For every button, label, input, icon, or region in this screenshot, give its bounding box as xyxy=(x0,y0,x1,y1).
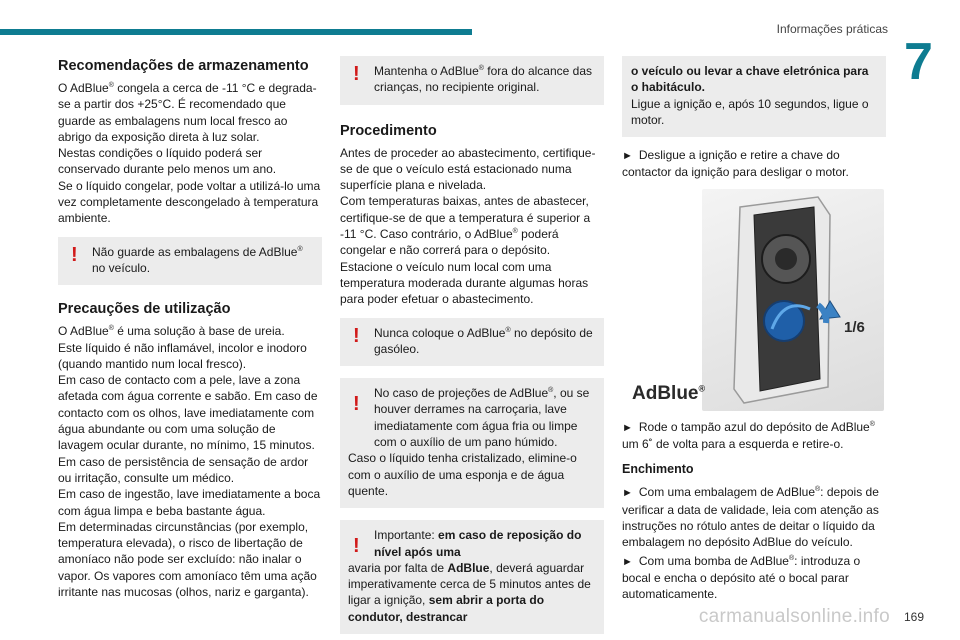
warning-box-children: ! Mantenha o AdBlue® fora do alcance das crianças, no recipiente original. xyxy=(340,56,604,105)
step-pump-fill: ► Com uma bomba de AdBlue®: introduza o bocal e encha o depósito até o bocal parar automaticamente. xyxy=(622,553,861,602)
section-title: Informações práticas xyxy=(776,22,888,36)
precautions-paragraph-1: O AdBlue® é uma solução à base de ureia. xyxy=(58,324,285,339)
arrow-icon: ► xyxy=(622,421,633,434)
column-right xyxy=(622,56,886,610)
storage-paragraph-1: O AdBlue® congela a cerca de -11 °C e degrada-se a partir dos +25°C. É recomendado que guarde as embalagens num local fresco ao abrigo da exposição direta à luz solar. xyxy=(58,81,317,144)
precautions-paragraph-5: Em determinadas circunstâncias (por exemplo, temperatura elevada), o risco de libertação de amoníaco não pode ser excluído: não inalar o vapor. Os vapores com amoníaco têm uma ação irritante nas mucosas (olhos, nariz e garganta). xyxy=(58,519,317,600)
step-container-fill: ► Com uma embalagem de AdBlue®: depois de verificar a data de validade, leia com atenção as instruções no rótulo antes de deitar o líquido da embalagem no depósito AdBlue do veículo. xyxy=(622,485,879,550)
procedure-paragraph-2: Com temperaturas baixas, antes de abastecer, certifique-se de que a temperatura é superior a -11 °C. Caso contrário, o AdBlue® poderá congelar e não correrá para o depósito. Estacione o veículo num local com uma temperatura moderada durante algumas horas para poder efetuar o abastecimento. xyxy=(340,194,591,307)
step-rotate-cap: ► Rode o tampão azul do depósito de AdBlue® um 6˚ de volta para a esquerda e retire-o. xyxy=(622,419,875,452)
adblue-filler-figure xyxy=(622,189,884,411)
adblue-cap-illustration xyxy=(622,189,884,411)
procedure-heading: Procedimento xyxy=(340,122,437,139)
column-left xyxy=(58,56,322,600)
page-number: 169 xyxy=(903,610,924,624)
warning-box-important: ! Importante: em caso de reposição do nível após uma avaria por falta de AdBlue, deverá aguardar imperativamente cerca de 5 minutos antes de ligar a ignição, sem abrir a porta do condutor, destrancar xyxy=(340,520,604,634)
step-switch-off-ignition: ► Desligue a ignição e retire a chave do contactor da ignição para desligar o motor. xyxy=(622,148,849,180)
storage-heading: Recomendações de armazenamento xyxy=(58,58,309,74)
warning-icon: ! xyxy=(353,393,360,416)
header-accent-bar xyxy=(0,29,472,35)
precautions-heading: Precauções de utilização xyxy=(58,301,231,318)
precautions-paragraph-3: Em caso de contacto com a pele, lave a zona afetada com água corrente e sabão. Em caso de contacto com os olhos, lave imediatamente com água abundante ou com uma solução de lavagem ocular durante, no mínimo, 15 minutos. Em caso de persistência de sensação de ardor ou irritação, consulte um médico. xyxy=(58,373,318,485)
figure-adblue-label: AdBlue® xyxy=(632,382,706,404)
warning-icon: ! xyxy=(353,63,360,85)
warning-box-storage: ! Não guarde as embalagens de AdBlue® no veículo. xyxy=(58,237,322,286)
warning-box-spills: ! No caso de projeções de AdBlue®, ou se houver derrames na carroçaria, lave imediatamente com água fria ou limpe com o auxílio de um pano húmido. Caso o líquido tenha cristalizado, elimine-o com o auxílio de uma esponja e de água quente. xyxy=(340,378,604,508)
procedure-paragraph-1: Antes de proceder ao abastecimento, certifique-se de que o veículo está estacionado numa superfície plana e nivelada. xyxy=(340,145,596,193)
watermark: carmanualsonline.info xyxy=(698,606,890,627)
precautions-paragraph-4: Em caso de ingestão, lave imediatamente a boca com água limpa e beba bastante água. xyxy=(58,487,321,518)
warning-box-diesel: ! Nunca coloque o AdBlue® no depósito de gasóleo. xyxy=(340,318,604,367)
storage-paragraph-3: Se o líquido congelar, pode voltar a utilizá-lo uma vez completamente descongelado à temperatura ambiente. xyxy=(58,178,321,226)
warning-icon: ! xyxy=(353,324,360,347)
storage-paragraph-2: Nestas condições o líquido poderá ser conservado durante pelo menos um ano. xyxy=(58,146,277,177)
chapter-number: 7 xyxy=(904,33,933,91)
arrow-icon: ► xyxy=(622,487,633,500)
precautions-paragraph-2: Este líquido é não inflamável, incolor e inodoro (quando mantido num local fresco). xyxy=(58,340,307,371)
arrow-icon: ► xyxy=(622,555,633,568)
continued-note-box: o veículo ou levar a chave eletrónica para o habitáculo. Ligue a ignição e, após 10 segundos, ligue o motor. xyxy=(622,56,886,137)
filling-heading: Enchimento xyxy=(622,462,694,477)
warning-icon: ! xyxy=(353,535,360,558)
figure-fraction-label: 1/6 xyxy=(844,318,865,336)
arrow-icon: ► xyxy=(622,150,633,163)
warning-icon: ! xyxy=(71,243,78,266)
column-middle xyxy=(340,56,604,640)
